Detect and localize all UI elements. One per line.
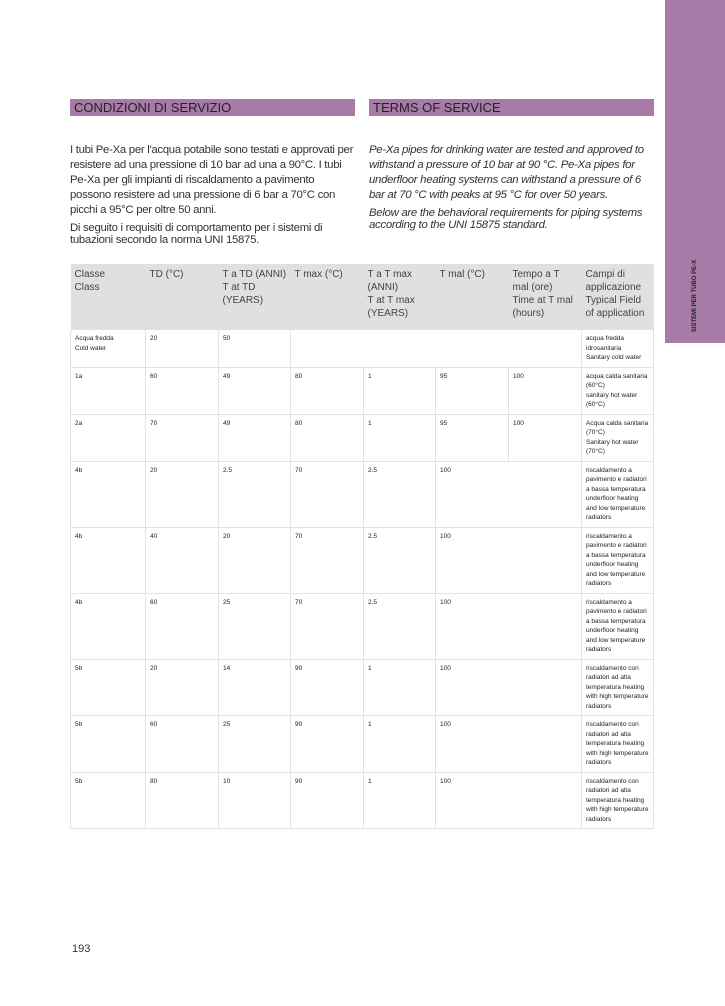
table-cell: riscaldamento a pavimento e radiatori a bassa temperatura underfloor heating and low temperature radiators	[582, 593, 654, 659]
table-cell: 70	[146, 414, 219, 461]
italian-column	[70, 99, 355, 250]
table-cell: 50	[219, 330, 291, 367]
page-number: 193	[72, 943, 91, 955]
column-header: Tempo a T mal (ore) Time at T mal (hours)	[509, 264, 582, 330]
section-side-tab	[665, 0, 725, 343]
table-cell: 2.5	[364, 593, 436, 659]
table-cell: riscaldamento con radiatori ad alta temperatura heating with high temperature radiators	[582, 716, 654, 773]
table-cell: 60	[146, 716, 219, 773]
italian-paragraph-1: I tubi Pe-Xa per l'acqua potabile sono testati e approvati per resistere ad una pressione di 10 bar ad una a 90°C. I tubi Pe-Xa per gli impianti di riscaldamento a pavimento possono resistere ad una pressione di 6 bar a 70°C con picchi a 95°C per oltre 50 anni.	[70, 144, 354, 216]
table-cell: 90	[291, 659, 364, 716]
english-paragraph-2: Below are the behavioral requirements for piping systems according to the UNI 15875 standard.	[369, 207, 643, 231]
table-cell: acqua calda sanitaria (60°C) sanitary hot water (60°C)	[582, 367, 654, 414]
table-cell: 100	[436, 461, 582, 527]
table-cell: 14	[219, 659, 291, 716]
table-cell: 100	[436, 716, 582, 773]
column-header: T mal (°C)	[436, 264, 509, 330]
english-heading: TERMS OF SERVICE	[369, 99, 654, 116]
table-cell: 60	[146, 367, 219, 414]
table-cell: 1	[364, 367, 436, 414]
table-cell: riscaldamento a pavimento e radiatori a bassa temperatura underfloor heating and low temperature radiators	[582, 527, 654, 593]
table-cell: 2.5	[364, 461, 436, 527]
table-row	[71, 461, 654, 527]
column-header: Campi di applicazione Typical Field of application	[582, 264, 654, 330]
column-header: Classe Class	[71, 264, 146, 330]
table-cell: 4b	[71, 527, 146, 593]
table-cell: 49	[219, 367, 291, 414]
table-cell: 20	[146, 461, 219, 527]
table-cell: 1	[364, 414, 436, 461]
table-row	[71, 414, 654, 461]
english-column	[369, 99, 654, 250]
table-cell: 70	[291, 461, 364, 527]
column-header: TD (°C)	[146, 264, 219, 330]
table-cell: 4b	[71, 461, 146, 527]
table-cell: 80	[291, 414, 364, 461]
table-cell: 25	[219, 593, 291, 659]
table-cell: 1	[364, 772, 436, 829]
main-content	[70, 99, 653, 829]
table-cell: 100	[509, 414, 582, 461]
table-cell: 1a	[71, 367, 146, 414]
table-cell: 2.5	[219, 461, 291, 527]
table-cell: 100	[509, 367, 582, 414]
table-cell: 1	[364, 716, 436, 773]
table-cell: 49	[219, 414, 291, 461]
column-header: T a TD (ANNI) T at TD (YEARS)	[219, 264, 291, 330]
table-cell: 90	[291, 772, 364, 829]
english-paragraph-1: Pe-Xa pipes for drinking water are tested and approved to withstand a pressure of 10 bar at 90 °C. Pe-Xa pipes for underfloor heating systems can withstand a pressure of 6 bar at 70 °C with peaks at 95 °C for over 50 years.	[369, 144, 644, 201]
table-cell: 80	[146, 772, 219, 829]
table-cell: riscaldamento con radiatori ad alta temperatura heating with high temperature radiators	[582, 772, 654, 829]
table-cell: 95	[436, 367, 509, 414]
italian-heading: CONDIZIONI DI SERVIZIO	[70, 99, 355, 116]
table-cell: 1	[364, 659, 436, 716]
table-cell: 80	[291, 367, 364, 414]
table-cell: 5b	[71, 716, 146, 773]
table-cell: acqua fredda idrosanitaria Sanitary cold water	[582, 330, 654, 367]
column-header: T a T max (ANNI) T at T max (YEARS)	[364, 264, 436, 330]
table-cell: 60	[146, 593, 219, 659]
table-cell: 20	[219, 527, 291, 593]
table-cell: 100	[436, 659, 582, 716]
table-cell: 40	[146, 527, 219, 593]
table-row	[71, 659, 654, 716]
table-row	[71, 593, 654, 659]
service-conditions-table	[70, 264, 654, 829]
table-cell: riscaldamento con radiatori ad alta temperatura heating with high temperature radiators	[582, 659, 654, 716]
table-cell: Acqua calda sanitaria (70°C) Sanitary hot water (70°C)	[582, 414, 654, 461]
table-cell: 25	[219, 716, 291, 773]
table-cell: riscaldamento a pavimento e radiatori a bassa temperatura underfloor heating and low temperature radiators	[582, 461, 654, 527]
table-cell: 10	[219, 772, 291, 829]
side-tab-label: SISTEMI PER TUBO PE-X	[692, 259, 698, 333]
table-cell: 5b	[71, 772, 146, 829]
table-row	[71, 716, 654, 773]
table-row	[71, 527, 654, 593]
table-cell: 20	[146, 330, 219, 367]
bilingual-intro	[70, 99, 653, 250]
table-cell: 20	[146, 659, 219, 716]
table-cell: 90	[291, 716, 364, 773]
table-cell: 2a	[71, 414, 146, 461]
table-cell: 2.5	[364, 527, 436, 593]
table-cell	[291, 330, 582, 367]
table-cell: Acqua fredda Cold water	[71, 330, 146, 367]
table-header-row	[71, 264, 654, 330]
table-row	[71, 772, 654, 829]
table-cell: 70	[291, 527, 364, 593]
table-cell: 100	[436, 772, 582, 829]
table-cell: 100	[436, 527, 582, 593]
table-cell: 5b	[71, 659, 146, 716]
italian-paragraph-2: Di seguito i requisiti di comportamento per i sistemi di tubazioni secondo la norma UNI 15875.	[70, 222, 323, 246]
column-header: T max (°C)	[291, 264, 364, 330]
table-cell: 95	[436, 414, 509, 461]
table-row	[71, 330, 654, 367]
table-cell: 4b	[71, 593, 146, 659]
table-row	[71, 367, 654, 414]
table-cell: 70	[291, 593, 364, 659]
table-cell: 100	[436, 593, 582, 659]
